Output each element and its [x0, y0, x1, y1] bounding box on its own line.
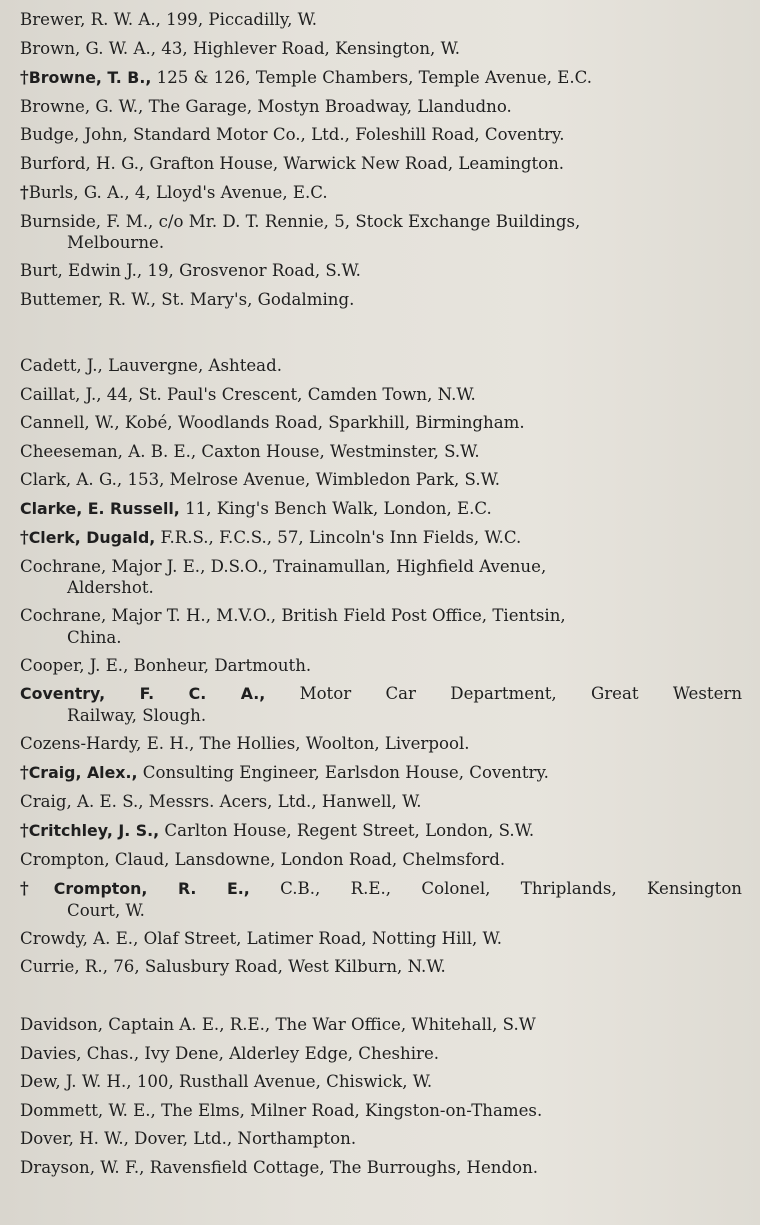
directory-entry	[0, 553, 760, 600]
entry-text: Brewer, R. W. A., 199, Piccadilly, W.	[20, 10, 318, 29]
directory-entry	[0, 953, 760, 982]
directory-entry	[0, 35, 760, 64]
entry-line	[20, 929, 502, 948]
dagger-mark: †	[20, 762, 29, 782]
entry-line	[20, 557, 546, 576]
entry-line	[20, 1101, 542, 1120]
entry-text: Crowdy, A. E., Olaf Street, Latimer Road, Notting Hill, W.	[20, 928, 502, 948]
entry-line	[20, 1044, 439, 1063]
entry-line	[20, 792, 422, 811]
dagger-mark: †	[20, 527, 29, 547]
entry-line	[20, 413, 525, 432]
entry-text: Burnside, F. M., c/o Mr. D. T. Rennie, 5, Stock Exchange Buildings,	[20, 211, 581, 231]
entry-line	[20, 356, 282, 375]
entry-text: Burt, Edwin J., 19, Grosvenor Road, S.W.	[20, 261, 361, 280]
entry-name-bold: Coventry, F. C. A.,	[20, 684, 266, 703]
section-d-entries	[0, 1011, 760, 1182]
dagger-mark: †	[20, 820, 29, 840]
directory-entry	[0, 1125, 760, 1154]
entry-name-bold: Clerk, Dugald,	[28, 528, 156, 547]
directory-entry	[0, 1040, 760, 1069]
directory-entry	[0, 846, 760, 875]
entry-line	[20, 1158, 538, 1177]
directory-entry	[0, 1097, 760, 1126]
entry-text: Currie, R., 76, Salusbury Road, West Kilburn, N.W.	[20, 957, 446, 976]
directory-entry	[0, 602, 760, 649]
entry-text: Dew, J. W. H., 100, Rusthall Avenue, Chiswick, W.	[20, 1072, 433, 1091]
directory-entry	[0, 495, 760, 524]
entry-line	[20, 734, 470, 753]
entry-line	[20, 957, 446, 976]
directory-entry	[0, 816, 760, 846]
entry-line	[20, 656, 311, 675]
entry-line	[20, 528, 521, 547]
directory-entry	[0, 925, 760, 954]
directory-entry	[0, 121, 760, 150]
directory-entry	[0, 93, 760, 122]
entry-text: Burls, G. A., 4, Lloyd's Avenue, E.C.	[28, 183, 328, 202]
directory-entry	[0, 381, 760, 410]
directory-entry	[0, 409, 760, 438]
entry-line	[20, 763, 549, 782]
directory-entry	[0, 788, 760, 817]
directory-entry	[0, 208, 760, 255]
entry-text: 125 & 126, Temple Chambers, Temple Avenue, E.C.	[151, 68, 593, 87]
entry-text: Drayson, W. F., Ravensfield Cottage, The Burroughs, Hendon.	[20, 1157, 539, 1177]
directory-entry	[0, 178, 760, 208]
dagger-mark: †	[20, 878, 54, 898]
entry-name-bold: Crompton, R. E.,	[53, 879, 250, 898]
entry-text: Dover, H. W., Dover, Ltd., Northampton.	[20, 1129, 357, 1148]
entry-line	[20, 68, 592, 87]
entry-text: Cochrane, Major J. E., D.S.O., Trainamullan, Highfield Avenue,	[20, 556, 547, 576]
entry-text: Browne, G. W., The Garage, Mostyn Broadway, Llandudno.	[20, 96, 512, 116]
entry-line	[20, 125, 565, 144]
entry-text: Brown, G. W. A., 43, Highlever Road, Kensington, W.	[20, 38, 461, 58]
entry-continuation: Court, W.	[67, 900, 145, 920]
entry-line	[20, 183, 328, 202]
entry-line	[20, 442, 480, 461]
entry-line	[20, 385, 476, 404]
directory-entry	[0, 150, 760, 179]
entry-text: Burford, H. G., Grafton House, Warwick New Road, Leamington.	[20, 153, 565, 173]
entry-line	[20, 97, 512, 116]
entry-text: Davies, Chas., Ivy Dene, Alderley Edge, Cheshire.	[20, 1043, 440, 1063]
directory-entry	[0, 652, 760, 681]
entry-line	[20, 1015, 536, 1034]
directory-entry	[0, 1011, 760, 1040]
directory-entry	[0, 6, 760, 35]
directory-entry	[0, 730, 760, 759]
dagger-mark: †	[20, 182, 29, 202]
entry-continuation: Aldershot.	[67, 578, 154, 597]
entry-text: Motor Car Department, Great Western	[265, 684, 743, 703]
entry-text: Cheeseman, A. B. E., Caxton House, Westminster, S.W.	[20, 441, 480, 461]
entry-text: Craig, A. E. S., Messrs. Acers, Ltd., Hanwell, W.	[20, 791, 422, 811]
entry-continuation: Melbourne.	[67, 233, 165, 252]
entry-line	[20, 606, 566, 625]
entry-line	[20, 1129, 356, 1148]
directory-entry	[0, 63, 760, 93]
section-c-entries	[0, 352, 760, 982]
entry-line	[20, 290, 354, 309]
entry-line	[20, 10, 317, 29]
entry-continuation: Railway, Slough.	[67, 705, 207, 725]
entry-line	[20, 850, 505, 869]
entry-line	[20, 821, 534, 840]
directory-entry	[0, 680, 760, 727]
entry-text: Cooper, J. E., Bonheur, Dartmouth.	[20, 655, 312, 675]
entry-text: Budge, John, Standard Motor Co., Ltd., Foleshill Road, Coventry.	[20, 125, 565, 144]
entry-line	[20, 39, 460, 58]
entry-text: Davidson, Captain A. E., R.E., The War Office, Whitehall, S.W	[20, 1015, 536, 1034]
directory-entry	[0, 1154, 760, 1183]
entry-text: Consulting Engineer, Earlsdon House, Coventry.	[137, 763, 549, 782]
entry-line	[20, 470, 500, 489]
directory-entry	[0, 257, 760, 286]
entry-text: Cozens-Hardy, E. H., The Hollies, Woolton, Liverpool.	[20, 733, 470, 753]
entry-line	[20, 1072, 432, 1091]
entry-text: 11, King's Bench Walk, London, E.C.	[179, 498, 492, 518]
entry-text: Caillat, J., 44, St. Paul's Crescent, Camden Town, N.W.	[20, 384, 476, 404]
entry-text: Buttemer, R. W., St. Mary's, Godalming.	[20, 289, 355, 309]
entry-text: Clark, A. G., 153, Melrose Avenue, Wimbledon Park, S.W.	[20, 470, 501, 489]
directory-entry	[0, 438, 760, 467]
directory-entry	[0, 352, 760, 381]
entry-name-bold: Browne, T. B.,	[28, 68, 152, 87]
entry-text: Cadett, J., Lauvergne, Ashtead.	[20, 356, 282, 375]
entry-line	[20, 212, 580, 231]
entry-text: Cochrane, Major T. H., M.V.O., British Field Post Office, Tientsin,	[20, 606, 566, 625]
directory-entry	[0, 286, 760, 315]
entry-text: F.R.S., F.C.S., 57, Lincoln's Inn Fields, W.C.	[155, 528, 522, 547]
entry-line	[20, 261, 361, 280]
section-b-entries	[0, 6, 760, 314]
entry-text: Dommett, W. E., The Elms, Milner Road, Kingston-on-Thames.	[20, 1100, 543, 1120]
entry-text: Carlton House, Regent Street, London, S.W.	[159, 821, 535, 840]
entry-line	[20, 154, 564, 173]
entry-name-bold: Clarke, E. Russell,	[20, 498, 180, 518]
directory-entry	[0, 874, 760, 922]
dagger-mark: †	[20, 67, 29, 87]
entry-name-bold: Craig, Alex.,	[28, 763, 138, 782]
entry-text: C.B., R.E., Colonel, Thriplands, Kensington	[249, 879, 742, 898]
entry-text: Crompton, Claud, Lansdowne, London Road, Chelmsford.	[20, 849, 506, 869]
entry-continuation: China.	[67, 627, 122, 647]
directory-entry	[0, 1068, 760, 1097]
entry-text: Cannell, W., Kobé, Woodlands Road, Sparkhill, Birmingham.	[20, 413, 525, 432]
directory-entry	[0, 523, 760, 553]
directory-entry	[0, 758, 760, 788]
directory-entry	[0, 466, 760, 495]
entry-line	[20, 499, 492, 518]
entry-name-bold: Critchley, J. S.,	[28, 821, 160, 840]
